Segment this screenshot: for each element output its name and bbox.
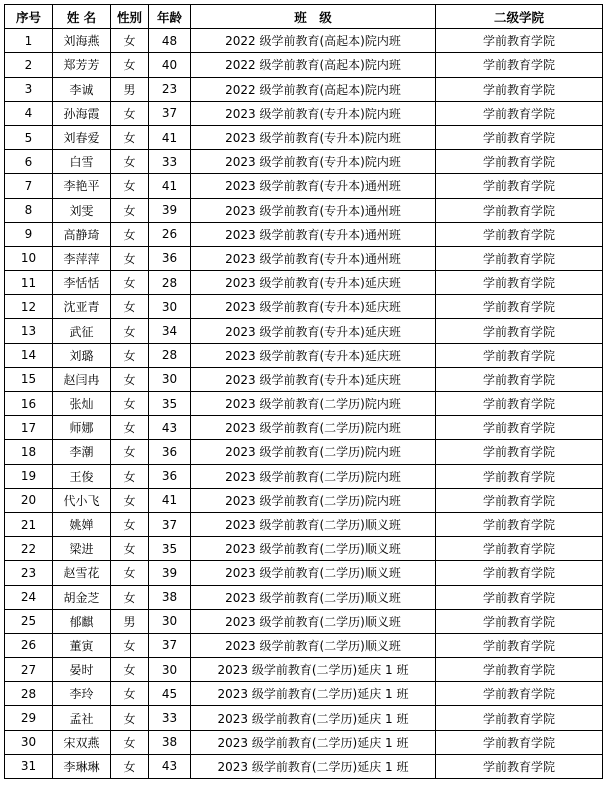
table-row: [5, 319, 603, 343]
cell-college: 学前教育学院: [436, 633, 603, 657]
cell-class: 2023 级学前教育(二学历)顺义班: [191, 512, 436, 536]
cell-name: 武征: [53, 319, 111, 343]
header-name: 姓 名: [53, 5, 111, 29]
cell-college: 学前教育学院: [436, 754, 603, 778]
cell-class: 2023 级学前教育(二学历)延庆 1 班: [191, 706, 436, 730]
cell-name: 张灿: [53, 392, 111, 416]
cell-college: 学前教育学院: [436, 464, 603, 488]
cell-name: 刘雯: [53, 198, 111, 222]
cell-age: 48: [149, 29, 191, 53]
table-row: [5, 77, 603, 101]
cell-age: 34: [149, 319, 191, 343]
cell-gender: 女: [111, 222, 149, 246]
cell-age: 39: [149, 561, 191, 585]
cell-name: 高静琦: [53, 222, 111, 246]
cell-index: 16: [5, 392, 53, 416]
cell-class: 2023 级学前教育(二学历)延庆 1 班: [191, 730, 436, 754]
cell-college: 学前教育学院: [436, 706, 603, 730]
cell-college: 学前教育学院: [436, 222, 603, 246]
cell-gender: 女: [111, 271, 149, 295]
cell-class: 2023 级学前教育(二学历)顺义班: [191, 633, 436, 657]
cell-name: 李萍萍: [53, 246, 111, 270]
cell-index: 10: [5, 246, 53, 270]
cell-class: 2023 级学前教育(专升本)延庆班: [191, 271, 436, 295]
cell-class: 2022 级学前教育(高起本)院内班: [191, 29, 436, 53]
cell-class: 2023 级学前教育(二学历)院内班: [191, 464, 436, 488]
cell-index: 23: [5, 561, 53, 585]
cell-index: 12: [5, 295, 53, 319]
cell-index: 1: [5, 29, 53, 53]
cell-class: 2023 级学前教育(专升本)院内班: [191, 150, 436, 174]
cell-index: 6: [5, 150, 53, 174]
cell-index: 9: [5, 222, 53, 246]
cell-class: 2023 级学前教育(二学历)顺义班: [191, 585, 436, 609]
table-row: [5, 609, 603, 633]
cell-name: 郑芳芳: [53, 53, 111, 77]
header-row: [5, 5, 603, 29]
cell-gender: 女: [111, 392, 149, 416]
cell-gender: 女: [111, 367, 149, 391]
cell-index: 17: [5, 416, 53, 440]
cell-age: 41: [149, 174, 191, 198]
table-row: [5, 416, 603, 440]
cell-college: 学前教育学院: [436, 488, 603, 512]
table-row: [5, 658, 603, 682]
cell-college: 学前教育学院: [436, 658, 603, 682]
cell-name: 李玲: [53, 682, 111, 706]
header-index: 序号: [5, 5, 53, 29]
table-row: [5, 174, 603, 198]
cell-class: 2023 级学前教育(专升本)通州班: [191, 222, 436, 246]
cell-gender: 女: [111, 464, 149, 488]
cell-name: 郁麒: [53, 609, 111, 633]
cell-college: 学前教育学院: [436, 682, 603, 706]
table-row: [5, 537, 603, 561]
cell-college: 学前教育学院: [436, 271, 603, 295]
header-class: 班 级: [191, 5, 436, 29]
cell-gender: 女: [111, 440, 149, 464]
cell-class: 2023 级学前教育(专升本)延庆班: [191, 343, 436, 367]
cell-index: 25: [5, 609, 53, 633]
cell-gender: 女: [111, 198, 149, 222]
cell-age: 38: [149, 585, 191, 609]
table-row: [5, 561, 603, 585]
cell-gender: 女: [111, 754, 149, 778]
cell-class: 2023 级学前教育(专升本)延庆班: [191, 367, 436, 391]
cell-name: 沈亚青: [53, 295, 111, 319]
cell-gender: 女: [111, 174, 149, 198]
cell-age: 37: [149, 633, 191, 657]
cell-index: 19: [5, 464, 53, 488]
cell-college: 学前教育学院: [436, 101, 603, 125]
cell-age: 36: [149, 246, 191, 270]
cell-gender: 女: [111, 512, 149, 536]
cell-name: 王俊: [53, 464, 111, 488]
cell-class: 2023 级学前教育(二学历)院内班: [191, 416, 436, 440]
cell-gender: 女: [111, 150, 149, 174]
cell-college: 学前教育学院: [436, 392, 603, 416]
cell-age: 35: [149, 537, 191, 561]
cell-index: 20: [5, 488, 53, 512]
cell-index: 2: [5, 53, 53, 77]
cell-index: 11: [5, 271, 53, 295]
cell-index: 18: [5, 440, 53, 464]
cell-name: 白雪: [53, 150, 111, 174]
cell-index: 8: [5, 198, 53, 222]
table-body: [5, 29, 603, 779]
cell-class: 2023 级学前教育(二学历)延庆 1 班: [191, 754, 436, 778]
table-row: [5, 125, 603, 149]
cell-gender: 女: [111, 246, 149, 270]
cell-name: 刘璐: [53, 343, 111, 367]
cell-age: 38: [149, 730, 191, 754]
cell-class: 2022 级学前教育(高起本)院内班: [191, 77, 436, 101]
table-row: [5, 730, 603, 754]
cell-age: 30: [149, 609, 191, 633]
table-row: [5, 633, 603, 657]
cell-age: 37: [149, 512, 191, 536]
cell-index: 15: [5, 367, 53, 391]
cell-name: 梁进: [53, 537, 111, 561]
cell-college: 学前教育学院: [436, 174, 603, 198]
cell-age: 36: [149, 464, 191, 488]
cell-class: 2023 级学前教育(专升本)延庆班: [191, 295, 436, 319]
cell-gender: 女: [111, 730, 149, 754]
cell-college: 学前教育学院: [436, 198, 603, 222]
cell-age: 45: [149, 682, 191, 706]
cell-college: 学前教育学院: [436, 125, 603, 149]
header-gender: 性别: [111, 5, 149, 29]
cell-gender: 男: [111, 77, 149, 101]
cell-index: 14: [5, 343, 53, 367]
cell-name: 孟社: [53, 706, 111, 730]
table-row: [5, 464, 603, 488]
cell-index: 31: [5, 754, 53, 778]
table-row: [5, 343, 603, 367]
table-row: [5, 101, 603, 125]
cell-gender: 女: [111, 343, 149, 367]
cell-class: 2023 级学前教育(二学历)顺义班: [191, 609, 436, 633]
table-row: [5, 198, 603, 222]
cell-college: 学前教育学院: [436, 440, 603, 464]
cell-name: 刘春爱: [53, 125, 111, 149]
cell-gender: 女: [111, 658, 149, 682]
cell-age: 33: [149, 150, 191, 174]
cell-age: 41: [149, 488, 191, 512]
cell-name: 李潮: [53, 440, 111, 464]
table-row: [5, 53, 603, 77]
cell-class: 2023 级学前教育(二学历)院内班: [191, 488, 436, 512]
cell-college: 学前教育学院: [436, 29, 603, 53]
cell-name: 代小飞: [53, 488, 111, 512]
table-row: [5, 682, 603, 706]
cell-name: 赵闫冉: [53, 367, 111, 391]
cell-age: 28: [149, 271, 191, 295]
cell-class: 2023 级学前教育(二学历)延庆 1 班: [191, 658, 436, 682]
cell-age: 26: [149, 222, 191, 246]
cell-index: 24: [5, 585, 53, 609]
cell-gender: 女: [111, 319, 149, 343]
table-row: [5, 585, 603, 609]
table-row: [5, 271, 603, 295]
cell-name: 李琳琳: [53, 754, 111, 778]
cell-age: 41: [149, 125, 191, 149]
cell-college: 学前教育学院: [436, 537, 603, 561]
cell-index: 26: [5, 633, 53, 657]
cell-index: 29: [5, 706, 53, 730]
cell-gender: 女: [111, 488, 149, 512]
cell-name: 李艳平: [53, 174, 111, 198]
cell-college: 学前教育学院: [436, 512, 603, 536]
cell-age: 37: [149, 101, 191, 125]
student-roster-table: [4, 4, 603, 779]
cell-gender: 女: [111, 561, 149, 585]
cell-age: 30: [149, 295, 191, 319]
table-row: [5, 488, 603, 512]
cell-index: 22: [5, 537, 53, 561]
cell-college: 学前教育学院: [436, 246, 603, 270]
table-row: [5, 754, 603, 778]
table-row: [5, 440, 603, 464]
cell-gender: 女: [111, 585, 149, 609]
table-row: [5, 246, 603, 270]
cell-college: 学前教育学院: [436, 609, 603, 633]
cell-college: 学前教育学院: [436, 416, 603, 440]
cell-class: 2023 级学前教育(专升本)通州班: [191, 174, 436, 198]
cell-name: 孙海霞: [53, 101, 111, 125]
cell-college: 学前教育学院: [436, 53, 603, 77]
cell-age: 30: [149, 367, 191, 391]
cell-class: 2022 级学前教育(高起本)院内班: [191, 53, 436, 77]
table-row: [5, 367, 603, 391]
cell-age: 30: [149, 658, 191, 682]
cell-college: 学前教育学院: [436, 77, 603, 101]
cell-college: 学前教育学院: [436, 730, 603, 754]
table-row: [5, 512, 603, 536]
table-row: [5, 706, 603, 730]
cell-age: 43: [149, 754, 191, 778]
cell-class: 2023 级学前教育(二学历)院内班: [191, 440, 436, 464]
cell-class: 2023 级学前教育(二学历)顺义班: [191, 537, 436, 561]
table-row: [5, 392, 603, 416]
cell-name: 赵雪花: [53, 561, 111, 585]
cell-index: 7: [5, 174, 53, 198]
cell-gender: 女: [111, 295, 149, 319]
cell-name: 刘海燕: [53, 29, 111, 53]
cell-class: 2023 级学前教育(二学历)顺义班: [191, 561, 436, 585]
table-row: [5, 150, 603, 174]
cell-gender: 男: [111, 609, 149, 633]
cell-class: 2023 级学前教育(二学历)延庆 1 班: [191, 682, 436, 706]
cell-name: 李恬恬: [53, 271, 111, 295]
cell-gender: 女: [111, 682, 149, 706]
cell-gender: 女: [111, 101, 149, 125]
cell-class: 2023 级学前教育(专升本)院内班: [191, 101, 436, 125]
cell-class: 2023 级学前教育(专升本)通州班: [191, 198, 436, 222]
cell-college: 学前教育学院: [436, 585, 603, 609]
cell-age: 23: [149, 77, 191, 101]
cell-age: 36: [149, 440, 191, 464]
cell-gender: 女: [111, 537, 149, 561]
table-row: [5, 222, 603, 246]
cell-age: 43: [149, 416, 191, 440]
cell-class: 2023 级学前教育(专升本)延庆班: [191, 319, 436, 343]
cell-index: 5: [5, 125, 53, 149]
cell-age: 40: [149, 53, 191, 77]
cell-gender: 女: [111, 29, 149, 53]
cell-college: 学前教育学院: [436, 319, 603, 343]
cell-index: 21: [5, 512, 53, 536]
cell-gender: 女: [111, 416, 149, 440]
header-college: 二级学院: [436, 5, 603, 29]
cell-college: 学前教育学院: [436, 150, 603, 174]
cell-index: 3: [5, 77, 53, 101]
cell-college: 学前教育学院: [436, 343, 603, 367]
cell-college: 学前教育学院: [436, 367, 603, 391]
cell-age: 33: [149, 706, 191, 730]
cell-name: 师娜: [53, 416, 111, 440]
cell-name: 晏时: [53, 658, 111, 682]
cell-class: 2023 级学前教育(专升本)院内班: [191, 125, 436, 149]
table-row: [5, 29, 603, 53]
cell-name: 李诚: [53, 77, 111, 101]
cell-age: 39: [149, 198, 191, 222]
cell-gender: 女: [111, 125, 149, 149]
cell-index: 4: [5, 101, 53, 125]
cell-gender: 女: [111, 53, 149, 77]
header-age: 年龄: [149, 5, 191, 29]
cell-index: 30: [5, 730, 53, 754]
cell-gender: 女: [111, 706, 149, 730]
cell-name: 胡金芝: [53, 585, 111, 609]
cell-name: 宋双燕: [53, 730, 111, 754]
cell-index: 13: [5, 319, 53, 343]
cell-index: 27: [5, 658, 53, 682]
cell-college: 学前教育学院: [436, 561, 603, 585]
cell-age: 28: [149, 343, 191, 367]
cell-index: 28: [5, 682, 53, 706]
cell-college: 学前教育学院: [436, 295, 603, 319]
table-header: [5, 5, 603, 29]
cell-class: 2023 级学前教育(二学历)院内班: [191, 392, 436, 416]
cell-gender: 女: [111, 633, 149, 657]
cell-name: 董寅: [53, 633, 111, 657]
table-row: [5, 295, 603, 319]
cell-age: 35: [149, 392, 191, 416]
cell-class: 2023 级学前教育(专升本)通州班: [191, 246, 436, 270]
cell-name: 姚婵: [53, 512, 111, 536]
